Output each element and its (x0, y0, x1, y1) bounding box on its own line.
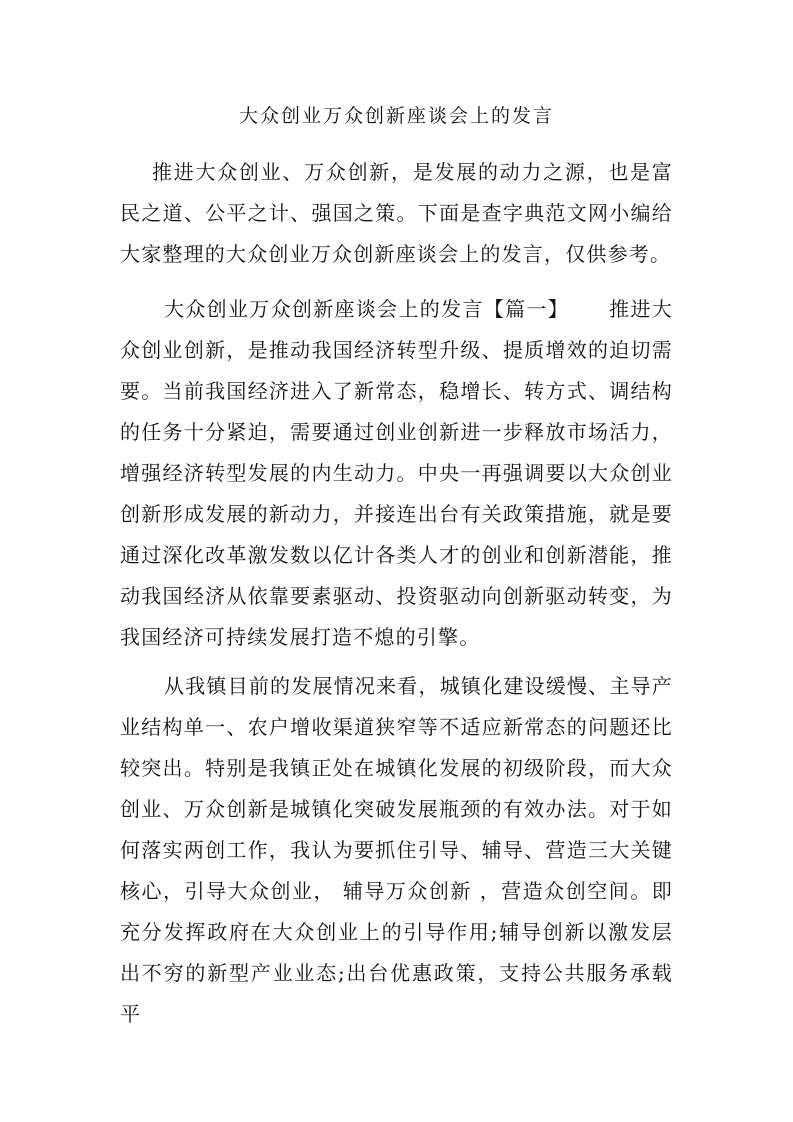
section-paragraph (120, 289, 673, 658)
section-body: 推进大众创业创新，是推动我国经济转型升级、提质增效的迫切需要。当前我国经济进入了新常态，稳增长、转方式、调结构的任务十分紧迫，需要通过创业创新进一步释放市场活力，增强经济转型发展的内生动力。中央一再强调要以大众创业创新形成发展的新动力，并接连出台有关政策措施，就是要通过深化改革激发数以亿计各类人才的创业和创新潜能，推动我国经济从依靠要素驱动、投资驱动向创新驱动转变，为我国经济可持续发展打造不熄的引擎。 (120, 297, 673, 649)
section-heading: 大众创业万众创新座谈会上的发言【篇一】 (164, 297, 570, 321)
intro-paragraph: 推进大众创业、万众创新，是发展的动力之源，也是富民之道、公平之计、强国之策。下面是查字典范文网小编给大家整理的大众创业万众创新座谈会上的发言，仅供参考。 (120, 160, 673, 266)
body-paragraph-3: 从我镇目前的发展情况来看，城镇化建设缓慢、主导产业结构单一、农户增收渠道狭窄等不适应新常态的问题还比较突出。特别是我镇正处在城镇化发展的初级阶段，而大众创业、万众创新是城镇化突破发展瓶颈的有效办法。对于如何落实两创工作，我认为要抓住引导、辅导、营造三大关键核心，引导大众创业， 辅导万众创新 ，营造众创空间。即充分发挥政府在大众创业上的引导作用;辅导创新以激发层出不穷的新型产业业态;出台优惠政策，支持公共服务承载平 (120, 674, 673, 1026)
document-title: 大众创业万众创新座谈会上的发言 (238, 105, 554, 127)
